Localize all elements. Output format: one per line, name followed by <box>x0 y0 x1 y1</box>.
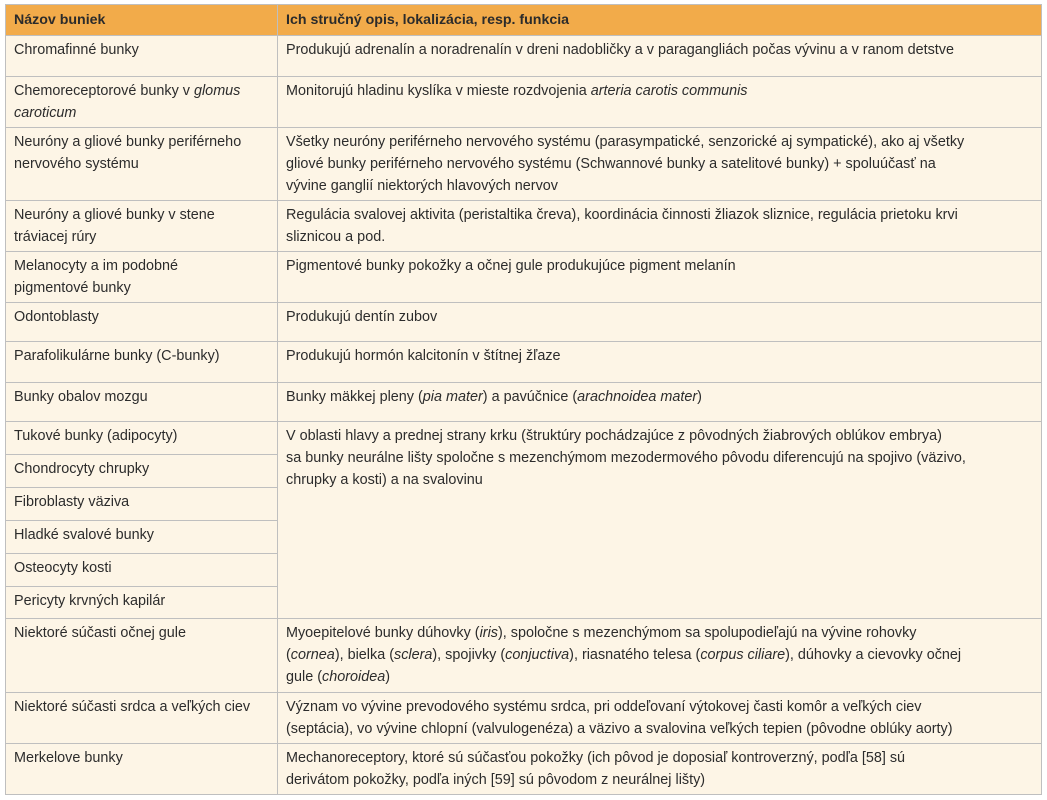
text-run: Chromafinné bunky <box>14 42 139 58</box>
table-row <box>6 743 1042 794</box>
text-run: Chondrocyty chrupky <box>14 461 150 478</box>
latin-term: iris <box>479 625 498 642</box>
latin-term: conjuctiva <box>505 647 570 664</box>
text-run: Neuróny a gliové bunky periférneho nervového systému <box>14 133 242 172</box>
latin-term: sclera <box>394 647 433 664</box>
cell-description <box>278 421 1042 619</box>
cell-description <box>278 76 1042 127</box>
text-run: Melanocyty a im podobné pigmentové bunky <box>14 258 178 297</box>
text-run: Produkujú hormón kalcitonín v štítnej žľaze <box>286 348 561 364</box>
table-row <box>6 127 1042 200</box>
cell-description <box>278 303 1042 342</box>
cell-name <box>6 554 278 587</box>
text-run: Fibroblasty väziva <box>14 493 130 510</box>
table-row <box>6 382 1042 421</box>
cell-description <box>278 692 1042 743</box>
cell-name <box>6 382 278 421</box>
text-run: Parafolikulárne bunky (C-bunky) <box>14 348 220 364</box>
table-row <box>6 201 1042 252</box>
text-run: Tukové bunky (adipocyty) <box>14 427 178 444</box>
text-run: ), riasnatého telesa ( <box>569 647 701 664</box>
table-row <box>6 36 1042 77</box>
text-run: Produkujú adrenalín a noradrenalín v dreni nadobličky a v paragangliách počas vývinu a v ranom detstve <box>286 42 954 58</box>
latin-term: choroidea <box>322 669 386 686</box>
latin-term: cornea <box>290 647 335 664</box>
header-row <box>6 5 1042 36</box>
text-run: Merkelove bunky <box>14 749 123 766</box>
cell-name <box>6 252 278 303</box>
header-cell-name: Názov buniek <box>6 5 278 36</box>
text-run: Chemoreceptorové bunky v <box>14 82 194 99</box>
cell-types-table <box>5 4 1042 795</box>
cell-name <box>6 421 278 455</box>
text-run: Bunky mäkkej pleny ( <box>286 388 423 405</box>
cell-description <box>278 36 1042 77</box>
text-run: Všetky neuróny periférneho nervového systému (parasympatické, senzorické aj sympatické), ako aj všetky gliové bunky periférneho nervového systému (Schwannové bunky a satelitové bunky) + spoluúčasť na vývine ganglií niektorých hlavových nervov <box>286 133 965 194</box>
text-run: Bunky obalov mozgu <box>14 388 148 405</box>
text-run: Mechanoreceptory, ktoré sú súčasťou pokožky (ich pôvod je doposiaľ kontroverzný, podľa [58] sú derivátom pokožky, podľa iných [59] sú pôvodom z neurálnej lišty) <box>286 749 906 788</box>
table-row <box>6 303 1042 342</box>
cell-name <box>6 76 278 127</box>
cell-description <box>278 252 1042 303</box>
text-run: Hladké svalové bunky <box>14 526 154 543</box>
cell-name <box>6 487 278 520</box>
cell-description <box>278 127 1042 200</box>
cell-name <box>6 619 278 692</box>
cell-name <box>6 743 278 794</box>
text-run: Osteocyty kosti <box>14 560 112 577</box>
cell-name <box>6 36 278 77</box>
cell-description <box>278 743 1042 794</box>
text-run: ) <box>697 388 702 405</box>
text-run: ), spoločne s mezenchýmom sa spolupodieľajú na vývine rohovky ( <box>286 625 917 664</box>
latin-term: corpus ciliare <box>700 647 786 664</box>
text-run: Produkujú dentín zubov <box>286 309 438 326</box>
text-run: ), bielka ( <box>334 647 394 664</box>
table-row <box>6 76 1042 127</box>
text-run: ) a pavúčnice ( <box>482 388 578 405</box>
latin-term: arachnoidea mater <box>577 388 698 405</box>
table-body <box>6 36 1042 795</box>
text-run: Niektoré súčasti srdca a veľkých ciev <box>14 698 251 715</box>
text-run: Monitorujú hladinu kyslíka v mieste rozdvojenia <box>286 82 591 99</box>
text-run: Myoepitelové bunky dúhovky ( <box>286 625 480 642</box>
cell-name <box>6 127 278 200</box>
text-run: Neuróny a gliové bunky v stene tráviacej rúry <box>14 207 215 246</box>
cell-name <box>6 342 278 383</box>
text-run: Pigmentové bunky pokožky a očnej gule produkujúce pigment melanín <box>286 258 736 275</box>
cell-name <box>6 455 278 488</box>
cell-description <box>278 342 1042 383</box>
text-run: Regulácia svalovej aktivita (peristaltika čreva), koordinácia činnosti žliazok sliznice, regulácia prietoku krvi sliznicou a pod. <box>286 207 958 246</box>
cell-name <box>6 303 278 342</box>
text-run: ) <box>385 669 391 686</box>
cell-name <box>6 520 278 554</box>
text-run: V oblasti hlavy a prednej strany krku (štruktúry pochádzajúce z pôvodných žiabrových oblúkov embrya) sa bunky neurálne lišty spoločne s mezenchýmom mezodermového pôvodu diferencujú na spojivo (väzivo, chrupky a kosti) a na svalovinu <box>286 427 966 488</box>
latin-term: pia mater <box>422 388 483 405</box>
table-row <box>6 342 1042 383</box>
latin-term: arteria carotis communis <box>590 82 748 99</box>
text-run: Pericyty krvných kapilár <box>14 592 166 609</box>
cell-description <box>278 382 1042 421</box>
cell-name <box>6 586 278 619</box>
text-run: Odontoblasty <box>14 309 99 326</box>
cell-name <box>6 201 278 252</box>
cell-name <box>6 692 278 743</box>
table-row <box>6 619 1042 692</box>
text-run: ), spojivky ( <box>432 647 506 664</box>
text-run: Význam vo vývine prevodového systému srdca, pri oddeľovaní výtokovej časti komôr a veľkých ciev (septácia), vo vývine chlopní (valvulogenéza) a väzivo a svalovina veľkých tepien (pôvodne oblúky aorty) <box>286 698 953 737</box>
table-row <box>6 692 1042 743</box>
text-run: ), dúhovky a cievovky očnej gule ( <box>286 647 962 686</box>
cell-description <box>278 619 1042 692</box>
header-cell-description: Ich stručný opis, lokalizácia, resp. funkcia <box>278 5 1042 36</box>
table-row <box>6 252 1042 303</box>
text-run: Niektoré súčasti očnej gule <box>14 625 186 642</box>
table-row <box>6 421 1042 455</box>
latin-term: glomus caroticum <box>14 82 241 121</box>
cell-description <box>278 201 1042 252</box>
